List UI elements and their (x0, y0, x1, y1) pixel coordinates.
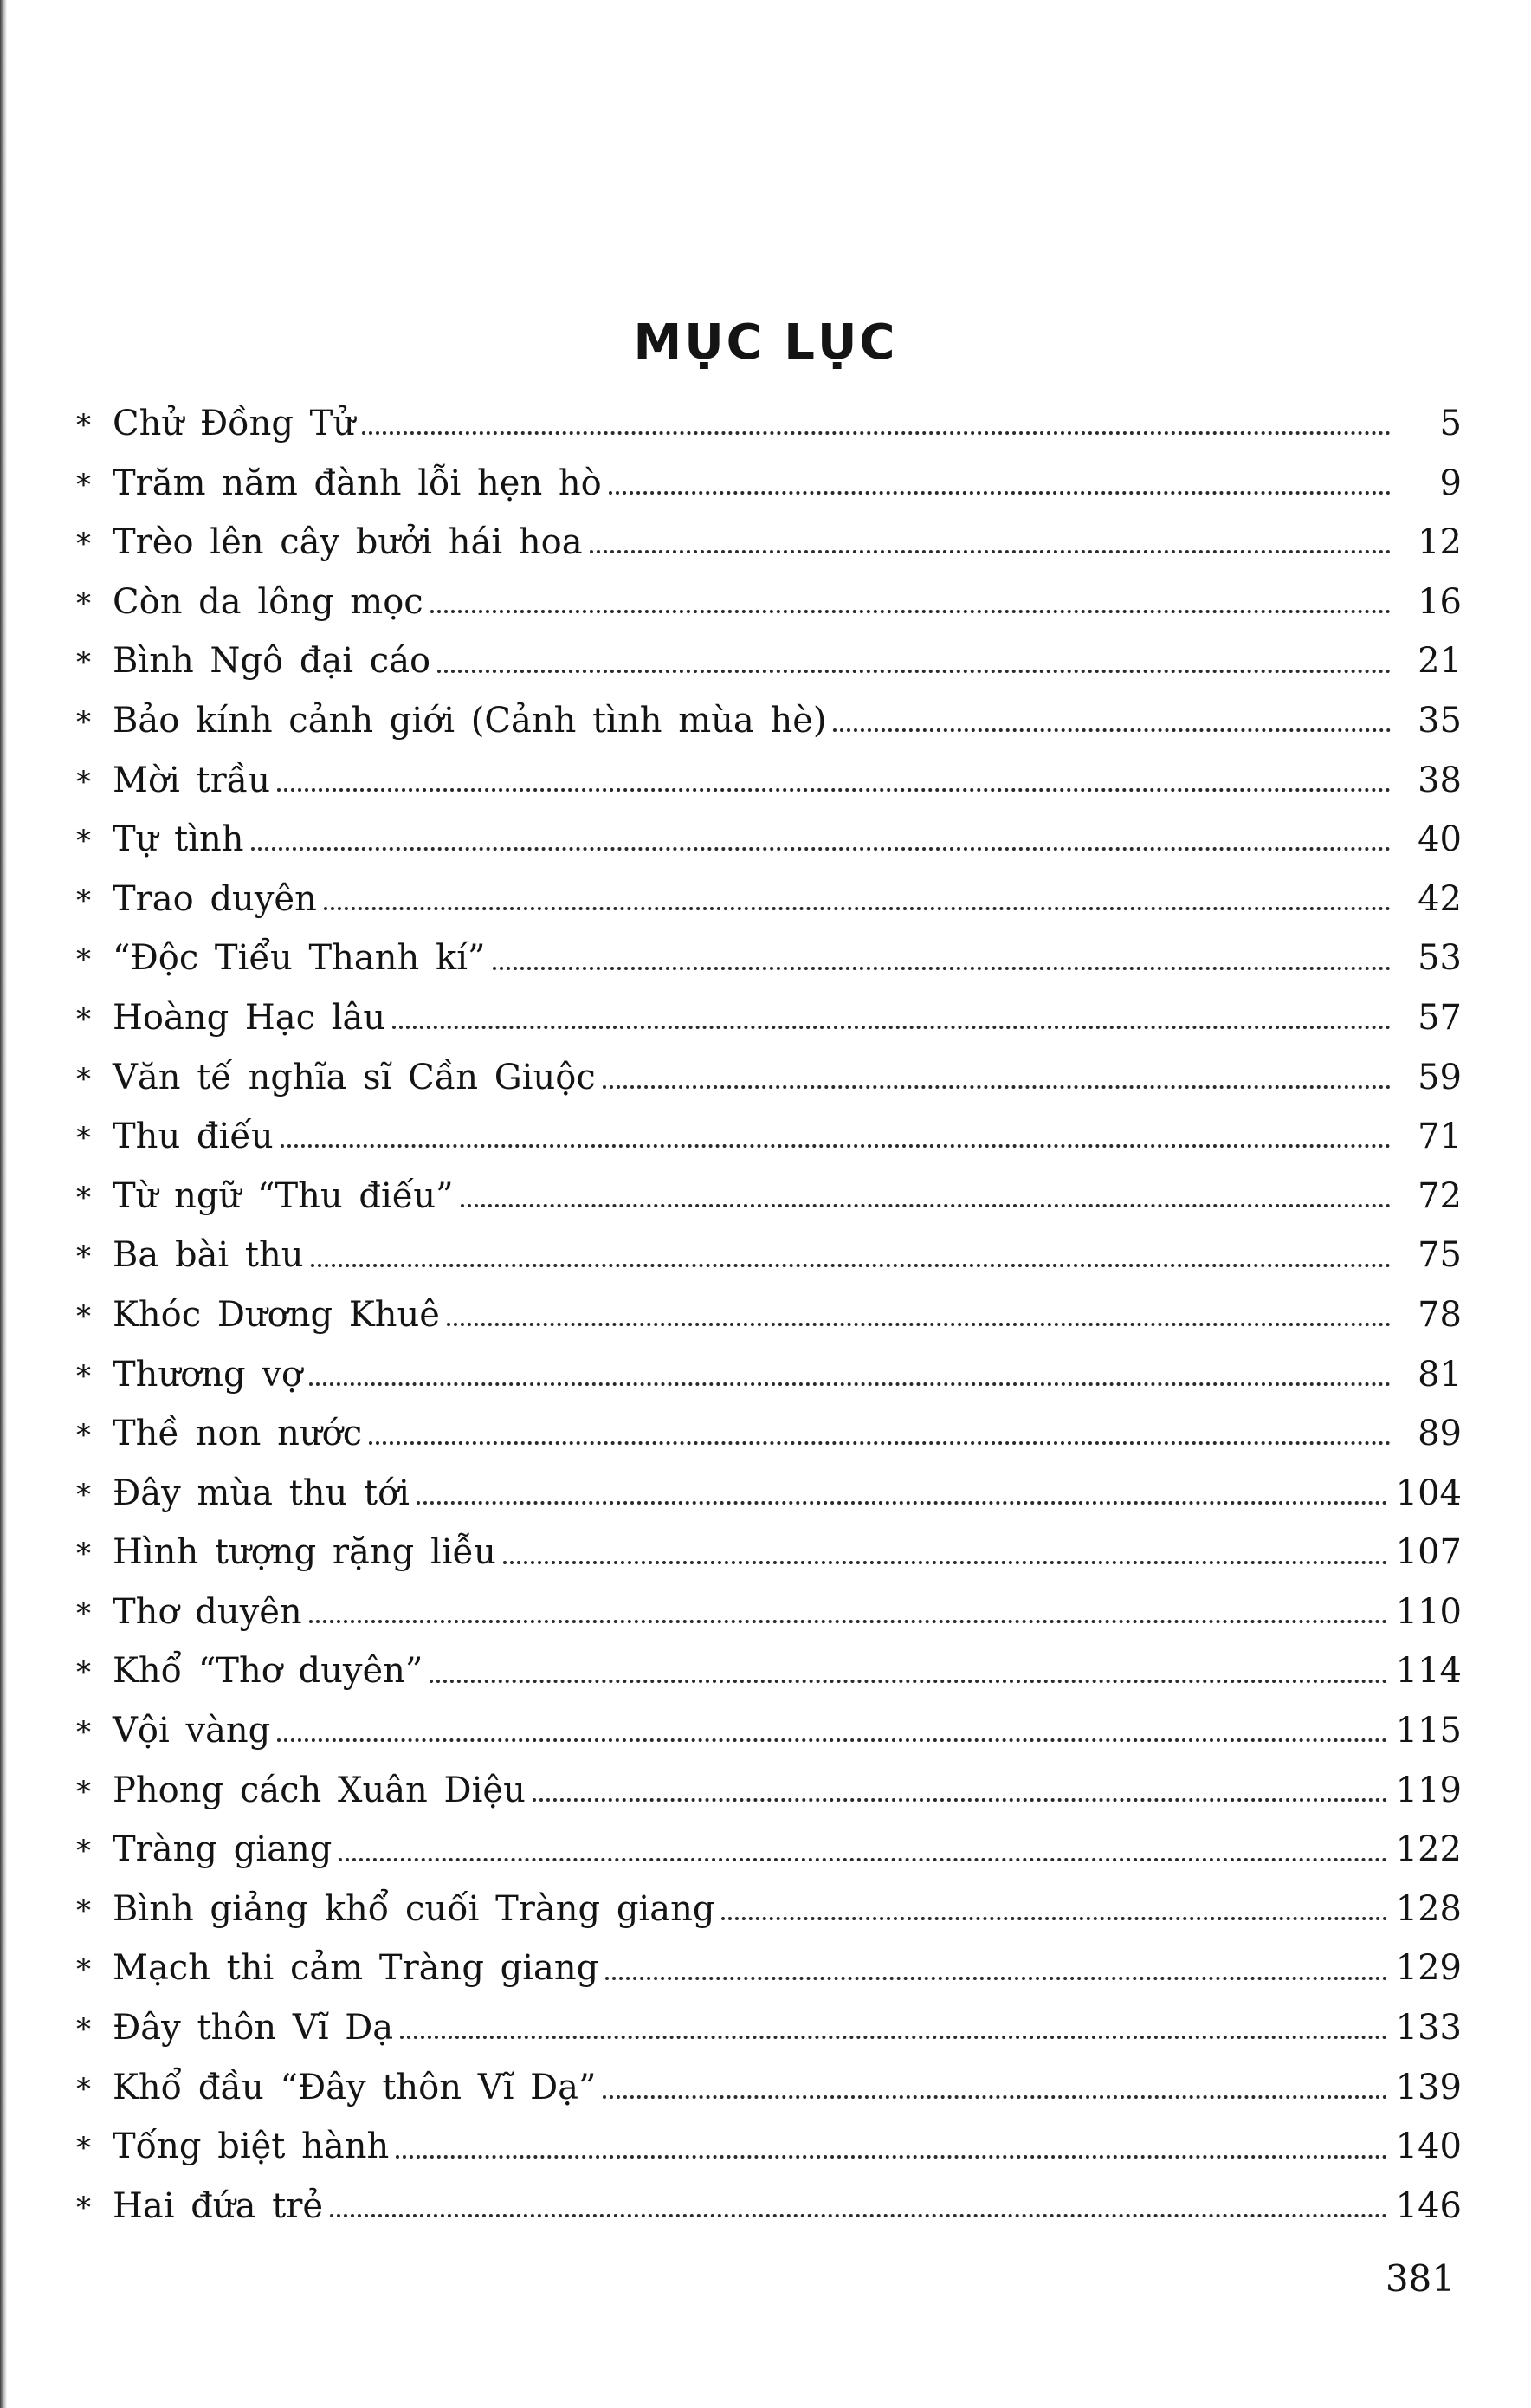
toc-entry-title: Hoàng Hạc lâu (113, 997, 386, 1038)
dot-leader (369, 1441, 1391, 1445)
toc-entry-page: 12 (1418, 522, 1462, 563)
toc-entry (76, 751, 1462, 811)
dot-leader (721, 1917, 1386, 1920)
dot-leader (339, 1858, 1386, 1861)
dot-leader (493, 967, 1392, 970)
bullet-marker: * (76, 1774, 91, 1809)
toc-entry-page: 107 (1395, 1532, 1462, 1573)
bullet-marker: * (76, 586, 91, 621)
dot-leader (590, 550, 1391, 553)
dot-leader (603, 2095, 1386, 2099)
toc-entry-title: Đây mùa thu tới (113, 1473, 410, 1513)
toc-entry-title: Tràng giang (113, 1829, 333, 1870)
toc-entry-page: 57 (1418, 997, 1462, 1038)
dot-leader (277, 1738, 1386, 1742)
toc-entry-title: Bảo kính cảnh giới (Cảnh tình mùa hè) (113, 700, 827, 741)
toc-entry-page: 119 (1395, 1770, 1462, 1810)
toc-entry (76, 1641, 1462, 1701)
toc-entry (76, 1701, 1462, 1761)
toc-entry-page: 81 (1418, 1354, 1462, 1395)
toc-entry-page: 21 (1418, 641, 1462, 682)
dot-leader (430, 1680, 1386, 1683)
toc-entry (76, 1523, 1462, 1583)
dot-leader (362, 431, 1391, 435)
bullet-marker: * (76, 1240, 91, 1275)
dot-leader (605, 1977, 1386, 1980)
bullet-marker: * (76, 467, 91, 502)
dot-leader (281, 1144, 1391, 1148)
toc-entry-title: Thề non nước (113, 1414, 363, 1454)
toc-entry-title: Khóc Dương Khuê (113, 1294, 440, 1335)
dot-leader (309, 1620, 1387, 1623)
page-number: 381 (1385, 2257, 1455, 2300)
toc-entry-page: 114 (1395, 1651, 1462, 1692)
bullet-marker: * (76, 1952, 91, 1988)
toc-entry (76, 1048, 1462, 1108)
toc-entry (76, 810, 1462, 870)
toc-entry-page: 5 (1439, 404, 1462, 443)
toc-entry (76, 631, 1462, 691)
dot-leader (311, 1264, 1391, 1267)
toc-entry (76, 1404, 1462, 1464)
bullet-marker: * (76, 1715, 91, 1751)
toc-entry (76, 2177, 1462, 2236)
dot-leader (430, 610, 1391, 613)
bullet-marker: * (76, 2131, 91, 2166)
bullet-marker: * (76, 1537, 91, 1572)
toc-entry-page: 128 (1395, 1888, 1462, 1929)
bullet-marker: * (76, 2190, 91, 2225)
toc-entry (76, 1464, 1462, 1524)
toc-entry-page: 129 (1395, 1948, 1462, 1989)
dot-leader (309, 1382, 1391, 1386)
toc-entry-page: 35 (1418, 700, 1462, 741)
bullet-marker: * (76, 527, 91, 562)
dot-leader (833, 728, 1391, 732)
toc-entry (76, 394, 1462, 454)
bullet-marker: * (76, 1418, 91, 1453)
toc-entry (76, 1583, 1462, 1642)
toc-entry (76, 2117, 1462, 2177)
toc-entry-page: 42 (1418, 878, 1462, 919)
toc-entry (76, 1167, 1462, 1227)
toc-entry-page: 9 (1439, 463, 1462, 503)
bullet-marker: * (76, 645, 91, 681)
toc-entry-page: 53 (1418, 938, 1462, 979)
toc-entry-page: 72 (1418, 1175, 1462, 1216)
toc-entry-title: Hình tượng rặng liễu (113, 1532, 496, 1573)
toc-entry-page: 71 (1418, 1117, 1462, 1157)
toc-entry-title: Ba bài thu (113, 1235, 304, 1276)
toc-entry-title: Trao duyên (113, 878, 317, 919)
dot-leader (251, 847, 1391, 851)
toc-entry-title: Khổ “Thơ duyên” (113, 1651, 423, 1692)
toc-entry-page: 146 (1395, 2185, 1462, 2226)
toc-entry (76, 513, 1462, 573)
dot-leader (461, 1204, 1391, 1207)
toc-entry-page: 40 (1418, 819, 1462, 860)
bullet-marker: * (76, 1298, 91, 1334)
bullet-marker: * (76, 2012, 91, 2048)
toc-entry-title: Trăm năm đành lỗi hẹn hò (113, 463, 602, 503)
toc-entry-title: Mạch thi cảm Tràng giang (113, 1948, 599, 1989)
bullet-marker: * (76, 1001, 91, 1037)
bullet-marker: * (76, 1655, 91, 1691)
toc-entry-page: 78 (1418, 1294, 1462, 1335)
dot-leader (324, 907, 1391, 910)
toc-entry-title: Từ ngữ “Thu điếu” (113, 1175, 454, 1216)
bullet-marker: * (76, 1121, 91, 1156)
toc-entry-title: Thương vợ (113, 1354, 303, 1395)
dot-leader (330, 2214, 1387, 2217)
toc-entry-title: Vội vàng (113, 1711, 271, 1751)
toc-entry (76, 1820, 1462, 1880)
toc-entry-page: 104 (1395, 1473, 1462, 1513)
toc-entry-title: Hai đứa trẻ (113, 2185, 324, 2226)
toc-entry-title: Thu điếu (113, 1117, 274, 1157)
dot-leader (392, 1026, 1391, 1029)
bullet-marker: * (76, 1358, 91, 1394)
toc-entry-title: Chử Đồng Tử (113, 404, 356, 443)
bullet-marker: * (76, 2071, 91, 2107)
table-of-contents (76, 394, 1462, 2236)
bullet-marker: * (76, 883, 91, 918)
bullet-marker: * (76, 1180, 91, 1215)
toc-entry-page: 16 (1418, 581, 1462, 622)
toc-entry (76, 1761, 1462, 1821)
toc-entry (76, 2058, 1462, 2118)
bullet-marker: * (76, 1061, 91, 1097)
bullet-marker: * (76, 1834, 91, 1869)
toc-entry-page: 75 (1418, 1235, 1462, 1276)
toc-entry (76, 929, 1462, 988)
dot-leader (447, 1323, 1391, 1326)
toc-entry-title: “Độc Tiểu Thanh kí” (113, 938, 486, 979)
dot-leader (400, 2036, 1386, 2039)
bullet-marker: * (76, 942, 91, 978)
toc-entry-title: Trèo lên cây bưởi hái hoa (113, 522, 583, 563)
toc-entry (76, 1939, 1462, 1998)
bullet-marker: * (76, 704, 91, 740)
toc-entry-page: 122 (1395, 1829, 1462, 1870)
dot-leader (603, 1085, 1391, 1089)
toc-entry-title: Bình Ngô đại cáo (113, 641, 431, 682)
toc-entry-page: 59 (1418, 1057, 1462, 1097)
toc-entry (76, 1345, 1462, 1405)
toc-entry (76, 1998, 1462, 2058)
toc-entry-page: 110 (1395, 1591, 1462, 1632)
toc-entry (76, 870, 1462, 929)
toc-entry-title: Văn tế nghĩa sĩ Cần Giuộc (113, 1057, 596, 1097)
dot-leader (277, 788, 1391, 792)
toc-entry-page: 133 (1395, 2008, 1462, 2049)
toc-entry-title: Đây thôn Vĩ Dạ (113, 2008, 394, 2049)
toc-entry-page: 38 (1418, 760, 1462, 800)
toc-entry (76, 988, 1462, 1048)
toc-entry-title: Thơ duyên (113, 1591, 302, 1632)
bullet-marker: * (76, 1893, 91, 1928)
page-title: MỤC LỤC (633, 314, 898, 371)
toc-entry (76, 1285, 1462, 1345)
toc-entry-page: 139 (1395, 2067, 1462, 2107)
bullet-marker: * (76, 408, 91, 443)
dot-leader (503, 1561, 1387, 1564)
bullet-marker: * (76, 1477, 91, 1512)
toc-entry (76, 454, 1462, 514)
toc-entry-title: Khổ đầu “Đây thôn Vĩ Dạ” (113, 2067, 597, 2107)
toc-entry (76, 691, 1462, 751)
toc-entry-page: 115 (1395, 1711, 1462, 1751)
toc-entry (76, 1226, 1462, 1285)
toc-entry-title: Phong cách Xuân Diệu (113, 1770, 526, 1810)
toc-entry-title: Còn da lông mọc (113, 581, 423, 622)
toc-entry (76, 1107, 1462, 1167)
toc-entry (76, 573, 1462, 632)
bullet-marker: * (76, 1596, 91, 1631)
toc-entry (76, 1880, 1462, 1939)
toc-entry-title: Tự tình (113, 819, 244, 860)
dot-leader (533, 1798, 1387, 1802)
dot-leader (609, 491, 1391, 495)
toc-entry-page: 89 (1418, 1414, 1462, 1454)
bullet-marker: * (76, 824, 91, 859)
toc-entry-page: 140 (1395, 2126, 1462, 2167)
bullet-marker: * (76, 764, 91, 799)
dot-leader (437, 670, 1391, 673)
toc-entry-title: Tống biệt hành (113, 2126, 390, 2167)
toc-entry-title: Bình giảng khổ cuối Tràng giang (113, 1888, 715, 1929)
dot-leader (396, 2155, 1386, 2159)
toc-entry-title: Mời trầu (113, 760, 271, 800)
dot-leader (417, 1501, 1387, 1505)
